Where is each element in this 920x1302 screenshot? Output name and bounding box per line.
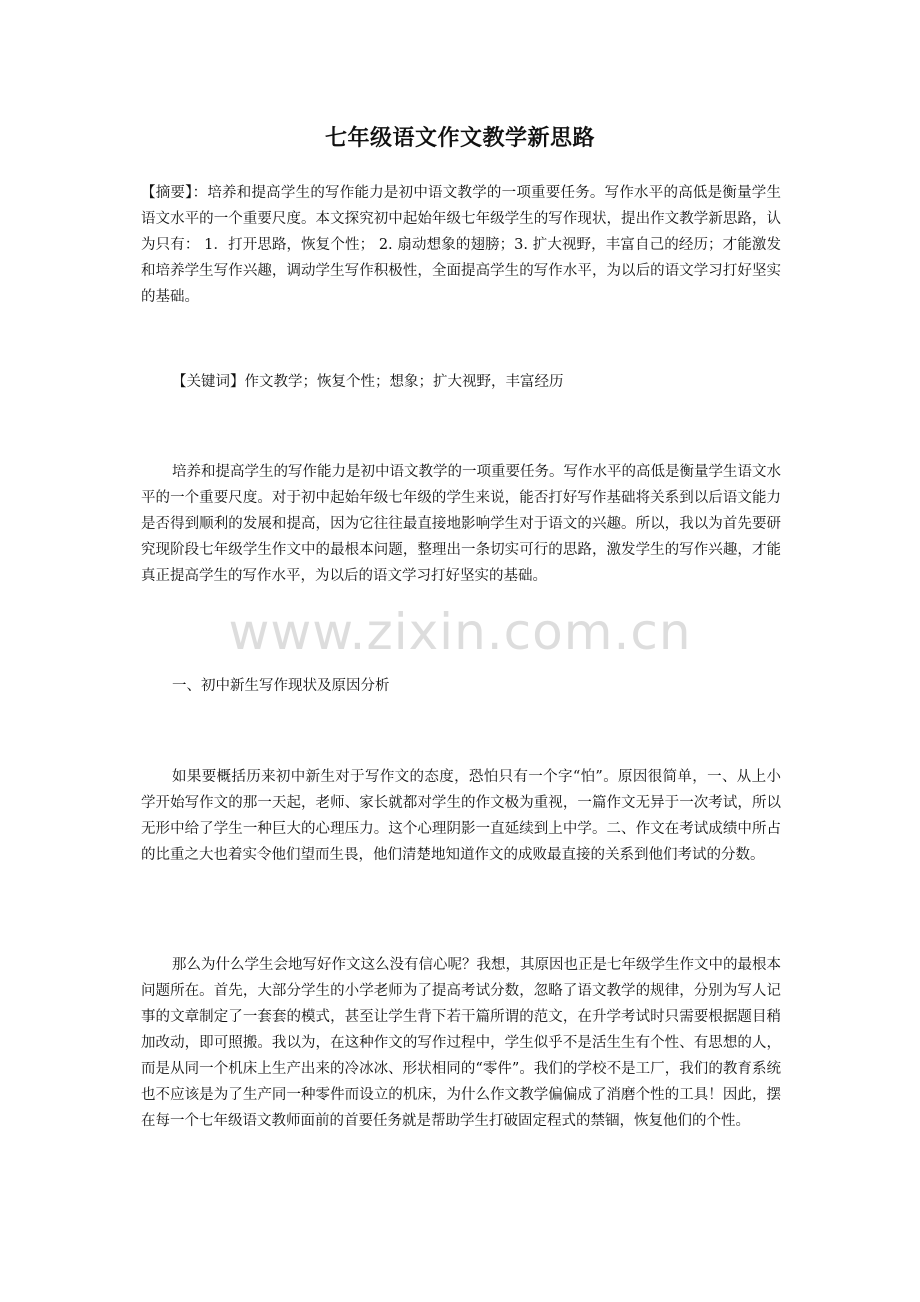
abstract-paragraph: 【摘要】：培养和提高学生的写作能力是初中语文教学的一项重要任务。写作水平的高低是衡量学生语文水平的一个重要尺度。本文探究初中起始年级七年级学生的写作现状，提出作文教学新思路，认为只有： 1．打开思路，恢复个性； 2. 扇动想象的翅膀；3. 扩大视野，丰富自己的经历；才能激发和培养学生写作兴趣，调动学生写作积极性，全面提高学生的写作水平，为以后的语文学习打好坚实的基础。 — [141, 185, 781, 305]
section-heading-1: 一、初中新生写作现状及原因分析 — [172, 678, 390, 694]
body-paragraph-3: 那么为什么学生会地写好作文这么没有信心呢？我想，其原因也正是七年级学生作文中的最根本问题所在。首先，大部分学生的小学老师为了提高考试分数，忽略了语文教学的规律，分别为写人记事的文章制定了一套套的模式，甚至让学生背下若干篇所谓的范文，在升学考试时只需要根据题目稍加改动，即可照搬。我以为，在这种作文的写作过程中，学生似乎不是活生生有个性、有思想的人，而是从同一个机床上生产出来的冷冰冰、形状相同的“零件”。我们的学校不是工厂，我们的教育系统也不应该是为了生产同一种零件而设立的机床，为什么作文教学偏偏成了消磨个性的工具！因此，摆在每一个七年级语文教师面前的首要任务就是帮助学生打破固定程式的禁锢，恢复他们的个性。 — [141, 957, 781, 1129]
keywords-paragraph: 【关键词】作文教学；恢复个性；想象；扩大视野，丰富经历 — [172, 374, 564, 390]
document-title: 七年级语文作文教学新思路 — [324, 125, 595, 151]
body-paragraph-2: 如果要概括历来初中新生对于写作文的态度，恐怕只有一个字“怕”。原因很简单，一、从上小学开始写作文的那一天起，老师、家长就都对学生的作文极为重视，一篇作文无异于一次考试，所以无形中给了学生一种巨大的心理压力。这个心理阴影一直延续到上中学。二、作文在考试成绩中所占的比重之大也着实令他们望而生畏，他们清楚地知道作文的成败最直接的关系到他们考试的分数。 — [141, 769, 781, 863]
body-paragraph-1: 培养和提高学生的写作能力是初中语文教学的一项重要任务。写作水平的高低是衡量学生语文水平的一个重要尺度。对于初中起始年级七年级的学生来说，能否打好写作基础将关系到以后语文能力是否得到顺利的发展和提高，因为它往往最直接地影响学生对于语文的兴趣。所以，我以为首先要研究现阶段七年级学生作文中的最根本问题，整理出一条切实可行的思路，激发学生的写作兴趣，才能真正提高学生的写作水平，为以后的语文学习打好坚实的基础。 — [141, 464, 781, 584]
watermark-text: www.zixin.com.cn — [228, 603, 692, 661]
